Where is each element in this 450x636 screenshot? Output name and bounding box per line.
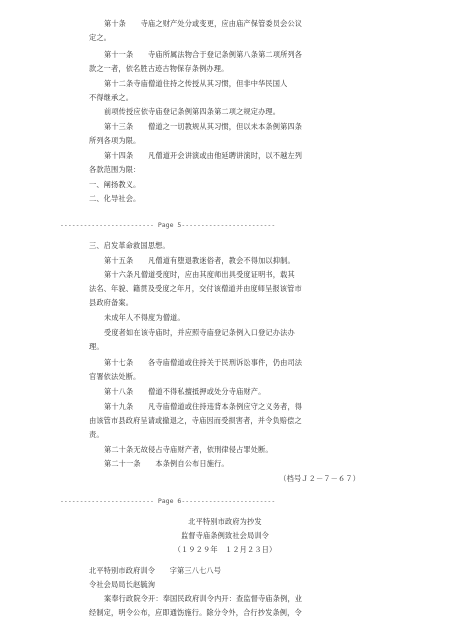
article-12-line-3: 前项传授应依寺庙登记条例第四条第二项之规定办理。 [104, 107, 281, 116]
article-10-line-1: 第十条 寺庙之财产处分或变更，应由庙产保管委员会公议 [104, 19, 303, 28]
article-21-line-1: 第二十一条 本条例自公布日施行。 [104, 459, 229, 468]
article-12-line-2: 不得继承之。 [89, 93, 134, 102]
order-number: 北平特别市政府训令 字第三八七八号 [89, 566, 222, 575]
page-separator-6: ------------------------ Page 6------------------------ [60, 497, 276, 505]
article-14-line-2: 各款范围为限： [89, 165, 141, 174]
article-11-line-2: 款之一者，依名胜古迹古物保存条例办理。 [89, 64, 229, 73]
list-item-2: 二、化导社会。 [89, 194, 141, 203]
article-17-line-2: 官署依法处断。 [89, 372, 141, 381]
article-19-line-1: 第十九条 凡寺庙僧道或住持违背本条例应守之义务者，得 [104, 402, 303, 411]
article-10-line-2: 定之。 [89, 33, 112, 42]
list-item-1: 一、阐扬教义。 [89, 180, 141, 189]
article-16-line-1: 第十六条凡僧道受度时，应由其度师出具受度证明书，载其 [104, 270, 295, 279]
article-15-line-1: 第十五条 凡僧道有堕退教迷俗者，教会不得加以抑制。 [104, 256, 295, 265]
article-16-line-3: 县政府备案。 [89, 298, 134, 307]
article-13-line-2: 所列各项为限。 [89, 136, 141, 145]
article-19-line-2: 由该管市县政府呈请或撤退之，寺庙因而受损害者，并令负赔偿之 [89, 416, 302, 425]
order-recipient: 令社会局局长赵毓洵 [89, 580, 156, 589]
article-16-line-4: 未成年人不得度为僧道。 [104, 313, 185, 322]
article-16-line-6: 理。 [89, 342, 104, 351]
article-16-line-5: 受度者如在该寺庙时，并应照寺庙登记条例入口登记办法办 [104, 328, 295, 337]
article-12-line-1: 第十二条寺庙僧道住持之传授从其习惯，但非中华民国人 [104, 79, 288, 88]
article-17-line-1: 第十七条 各寺庙僧道或住持关于民刑诉讼事件，仍由司法 [104, 358, 303, 367]
article-18-line-1: 第十八条 僧道不得私擅抵押或处分寺庙财产。 [104, 387, 266, 396]
document-title-line-2: 监督寺庙条例致社会局训令 [180, 531, 270, 540]
archive-number: （档号Ｊ２－７－６７） [279, 474, 360, 483]
article-14-line-1: 第十四条 凡僧道开会讲演或由他延聘讲演时，以不越左列 [104, 151, 303, 160]
page-separator-5: ------------------------ Page 5------------------------ [60, 221, 276, 229]
article-19-line-3: 责。 [89, 430, 104, 439]
article-16-line-2: 法名、年貌、籍贯及受度之年月，交付该僧道并由度师呈报该管市 [89, 284, 302, 293]
order-body-line-1: 案奉行政院令开：奉国民政府训令内开：查监督寺庙条例，业 [104, 594, 303, 603]
article-20-line-1: 第二十条无故侵占寺庙财产者，依刑律侵占罪处断。 [104, 445, 273, 454]
order-body-line-2: 经制定，明令公布，应即通饬施行。除分令外，合行抄发条例，令 [89, 608, 302, 617]
article-13-line-1: 第十三条 僧道之一切教规从其习惯，但以未本条例第四条 [104, 122, 303, 131]
list-item-3: 三、启发革命救国思想。 [89, 241, 170, 250]
document-title-line-1: 北平特别市政府为抄发 [188, 517, 262, 526]
document-date: （１９２９年 １２月２３日） [173, 545, 277, 554]
article-11-line-1: 第十一条 寺庙所属法物合于登记条例第八条第二项所列各 [104, 50, 303, 59]
